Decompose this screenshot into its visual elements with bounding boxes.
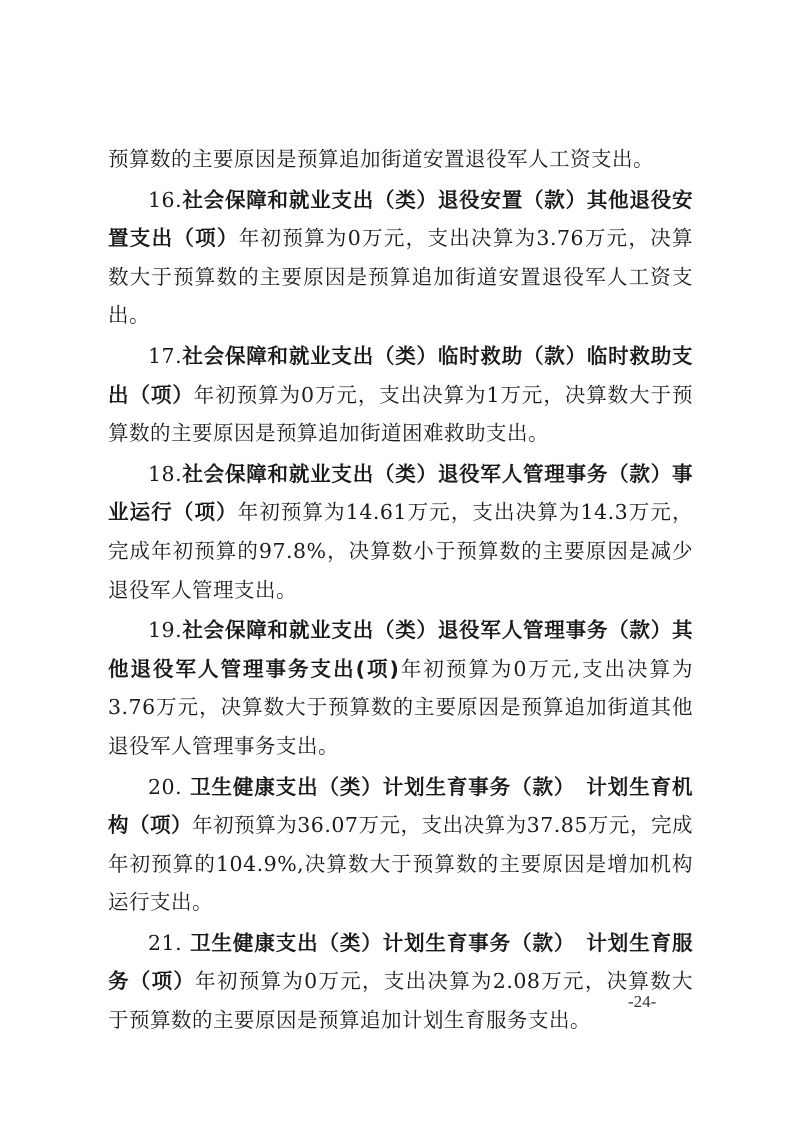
item-16-paragraph	[108, 181, 693, 335]
item-body: 年初预算为0万元，支出决算为3.76万元，决算数大于预算数的主要原因是预算追加街道安置退役军人工资支出。	[108, 226, 694, 328]
item-19-paragraph	[108, 611, 693, 765]
item-body: 年初预算为0万元，支出决算为1万元，决算数大于预算数的主要原因是预算追加街道困难救助支出。	[108, 382, 693, 446]
document-body	[108, 140, 693, 1042]
item-21-paragraph	[108, 924, 693, 1040]
item-number: 18.	[148, 461, 183, 486]
item-body: 年初预算为0万元,支出决算为3.76万元，决算数大于预算数的主要原因是预算追加街道其他退役军人管理事务支出。	[108, 656, 693, 758]
item-18-paragraph	[108, 455, 693, 609]
item-number: 20.	[148, 774, 183, 799]
item-body: 年初预算为0万元，支出决算为2.08万元，决算数大于预算数的主要原因是预算追加计划生育服务支出。	[108, 969, 694, 1033]
item-heading: 社会保障和就业支出（类）临时救助（款）临时救助支出（项）	[108, 343, 693, 407]
item-body: 年初预算为36.07万元，支出决算为37.85万元，完成年初预算的104.9%,决算数大于预算数的主要原因是增加机构运行支出。	[108, 813, 693, 915]
item-17-paragraph	[108, 337, 693, 453]
page-number: -24-	[628, 992, 657, 1011]
item-number: 21.	[148, 930, 183, 955]
item-heading: 卫生健康支出（类）计划生育事务（款） 计划生育服务（项）	[108, 930, 693, 994]
item-heading: 卫生健康支出（类）计划生育事务（款） 计划生育机构（项）	[108, 774, 693, 838]
continuation-paragraph: 预算数的主要原因是预算追加街道安置退役军人工资支出。	[108, 147, 654, 171]
item-body: 年初预算为14.61万元，支出决算为14.3万元，完成年初预算的97.8%，决算数小于预算数的主要原因是减少退役军人管理支出。	[108, 500, 693, 602]
item-number: 16.	[148, 187, 183, 212]
item-number: 17.	[148, 343, 183, 368]
item-20-paragraph	[108, 768, 693, 922]
item-heading: 社会保障和就业支出（类）退役安置（款）其他退役安置支出（项）	[108, 187, 693, 251]
item-heading: 社会保障和就业支出（类）退役军人管理事务（款）其他退役军人管理事务支出(项)	[108, 618, 693, 681]
item-heading: 社会保障和就业支出（类）退役军人管理事务（款）事业运行（项）	[108, 461, 693, 525]
item-number: 19.	[148, 618, 183, 643]
